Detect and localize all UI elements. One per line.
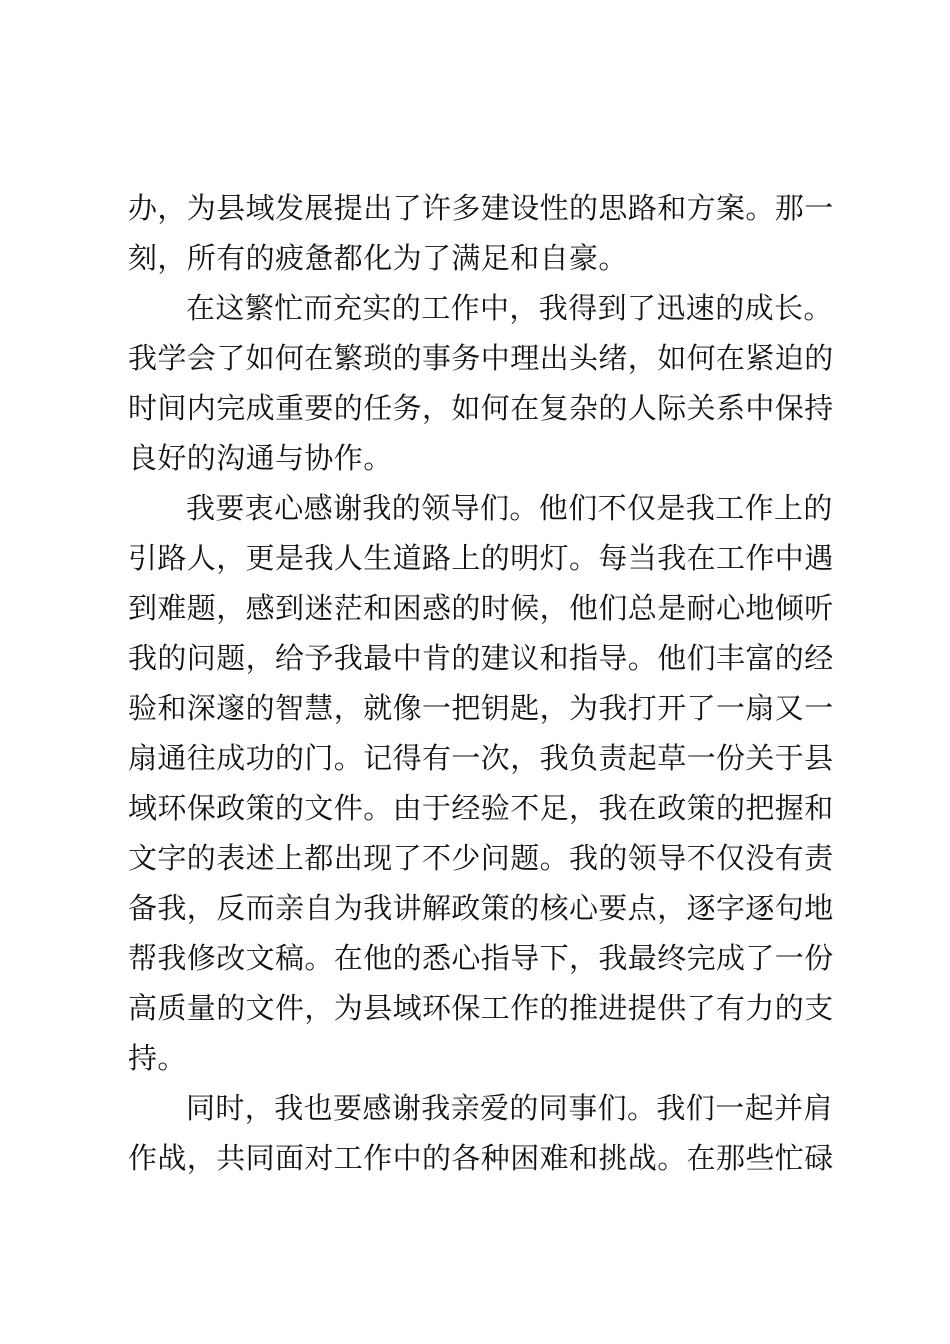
text-line: 引路人，更是我人生道路上的明灯。每当我在工作中遇: [128, 541, 834, 575]
text-line: 时间内完成重要的任务，如何在复杂的人际关系中保持: [128, 391, 834, 425]
text-line: 到难题，感到迷茫和困惑的时候，他们总是耐心地倾听: [128, 591, 834, 625]
text-line: 办，为县域发展提出了许多建设性的思路和方案。那一: [128, 191, 834, 225]
text-line: 备我，反而亲自为我讲解政策的核心要点，逐字逐句地: [128, 891, 834, 925]
paragraph-first-line: 同时，我也要感谢我亲爱的同事们。我们一起并肩: [186, 1091, 833, 1125]
text-line: 良好的沟通与协作。: [128, 441, 393, 475]
text-line: 高质量的文件，为县域环保工作的推进提供了有力的支: [128, 991, 834, 1025]
document-body: [128, 183, 834, 1183]
text-line: 帮我修改文稿。在他的悉心指导下，我最终完成了一份: [128, 941, 834, 975]
text-line: 验和深邃的智慧，就像一把钥匙，为我打开了一扇又一: [128, 691, 834, 725]
text-line: 持。: [128, 1041, 187, 1075]
text-line: 我的问题，给予我最中肯的建议和指导。他们丰富的经: [128, 641, 834, 675]
paragraph-first-line: 在这繁忙而充实的工作中，我得到了迅速的成长。: [186, 291, 833, 325]
paragraph-first-line: 我要衷心感谢我的领导们。他们不仅是我工作上的: [186, 491, 833, 525]
text-line: 刻，所有的疲惫都化为了满足和自豪。: [128, 241, 628, 275]
text-line: 扇通往成功的门。记得有一次，我负责起草一份关于县: [128, 741, 834, 775]
text-line: 文字的表述上都出现了不少问题。我的领导不仅没有责: [128, 841, 834, 875]
text-line: 我学会了如何在繁琐的事务中理出头绪，如何在紧迫的: [128, 341, 834, 375]
text-line: 域环保政策的文件。由于经验不足，我在政策的把握和: [128, 791, 834, 825]
text-line: 作战，共同面对工作中的各种困难和挑战。在那些忙碌: [128, 1141, 834, 1175]
